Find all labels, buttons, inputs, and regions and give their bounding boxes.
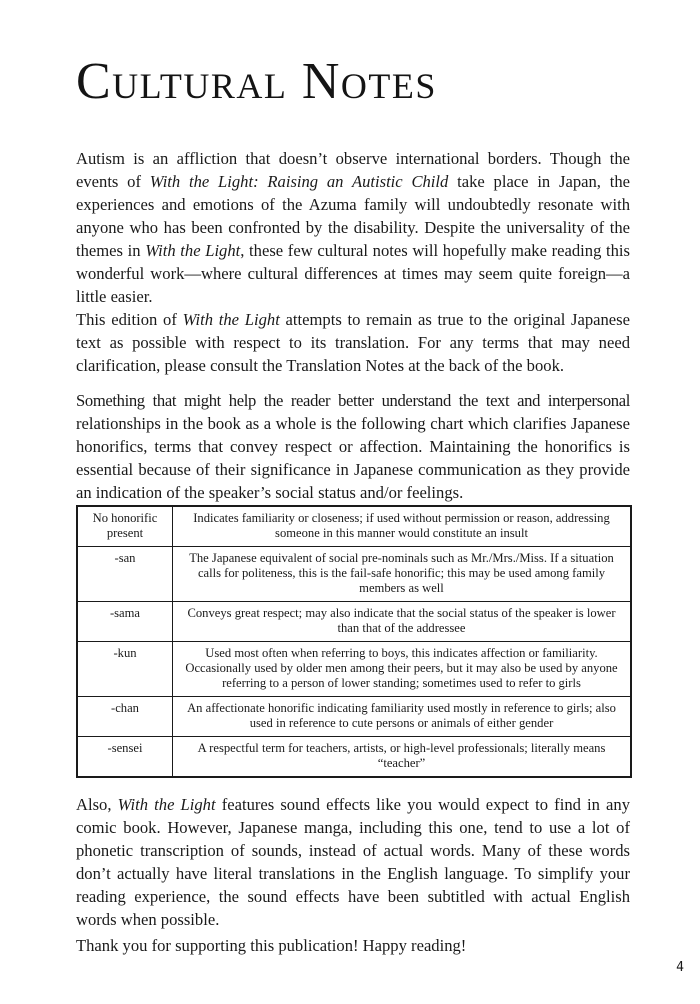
honorific-term: No honorific present xyxy=(77,506,173,547)
honorific-meaning: A respectful term for teachers, artists, or high-level professionals; literally means “teacher” xyxy=(173,737,632,778)
text-run: , these few cultural notes will hopefully make reading this wonderful work—where cultural differences at times may seem quite foreign—a little easier. xyxy=(76,241,630,306)
honorifics-table-body xyxy=(77,506,631,777)
honorific-meaning: Used most often when referring to boys, this indicates affection or familiarity. Occasionally used by older men among their peers, but it may also be used by anyone referring to a person of lower standing; sometimes used to refer to girls xyxy=(173,642,632,697)
honorific-meaning: Indicates familiarity or closeness; if used without permission or reason, addressing someone in this manner would constitute an insult xyxy=(173,506,632,547)
book-title: With the Light xyxy=(117,795,216,814)
page-number: 4 xyxy=(676,960,684,975)
text-run: Autism is an affliction that doesn’t observe international borders. Though the events of xyxy=(76,149,630,191)
honorific-term: -kun xyxy=(77,642,173,697)
honorific-term: -sama xyxy=(77,602,173,642)
book-title: With the Light xyxy=(182,310,280,329)
intro-paragraph xyxy=(76,147,630,308)
text-run: relationships in the book as a whole is the following chart which clarifies Japanese honorifics, terms that convey respect or affection. Maintaining the honorifics is essential because of their significance in Japanese communication as they provide an indication of the speaker’s social status and/or feelings. xyxy=(76,414,630,502)
text-run: features sound effects like you would expect to find in any comic book. However, Japanese manga, including this one, tend to use a lot of phonetic transcription of sounds, instead of actual words. Many of these words don’t actually have literal translations in the English language. To simplify your reading experience, the sound effects have been subtitled with actual English words when possible. xyxy=(76,795,631,929)
translation-paragraph xyxy=(76,308,630,377)
text-run: attempts to remain as true to the original Japanese text as possible with respect to its translation. For any terms that may need clarification, please consult the Translation Notes at the back of the book. xyxy=(76,310,630,375)
table-row xyxy=(77,697,631,737)
table-row xyxy=(77,506,631,547)
table-row xyxy=(77,642,631,697)
table-row xyxy=(77,547,631,602)
honorific-term: -chan xyxy=(77,697,173,737)
page-title: Cultural Notes xyxy=(76,53,437,110)
closing-paragraph: Thank you for supporting this publication! Happy reading! xyxy=(76,936,467,955)
honorifics-intro-paragraph xyxy=(76,389,630,504)
book-title: With the Light: Raising an Autistic Child xyxy=(149,172,449,191)
text-run: Something that might help the reader better understand the text and interpersonal xyxy=(76,391,630,410)
text-run: Also, xyxy=(76,795,118,814)
honorific-term: -san xyxy=(77,547,173,602)
table-row xyxy=(77,602,631,642)
book-title: With the Light xyxy=(145,241,241,260)
honorific-meaning: The Japanese equivalent of social pre-nominals such as Mr./Mrs./Miss. If a situation calls for politeness, this is the fail-safe honorific; this may be used among family members as well xyxy=(173,547,632,602)
table-row xyxy=(77,737,631,778)
text-run: take place in Japan, the experiences and emotions of the Azuma family will undoubtedly resonate with anyone who has been confronted by the disability. Despite the universality of the themes in xyxy=(76,172,630,260)
honorific-meaning: Conveys great respect; may also indicate that the social status of the speaker is lower than that of the addressee xyxy=(173,602,632,642)
honorific-term: -sensei xyxy=(77,737,173,778)
honorifics-table xyxy=(76,505,632,778)
sound-effects-paragraph xyxy=(76,793,630,931)
text-run: This edition of xyxy=(76,310,183,329)
honorific-meaning: An affectionate honorific indicating familiarity used mostly in reference to girls; also used in reference to cute persons or animals of either gender xyxy=(173,697,632,737)
